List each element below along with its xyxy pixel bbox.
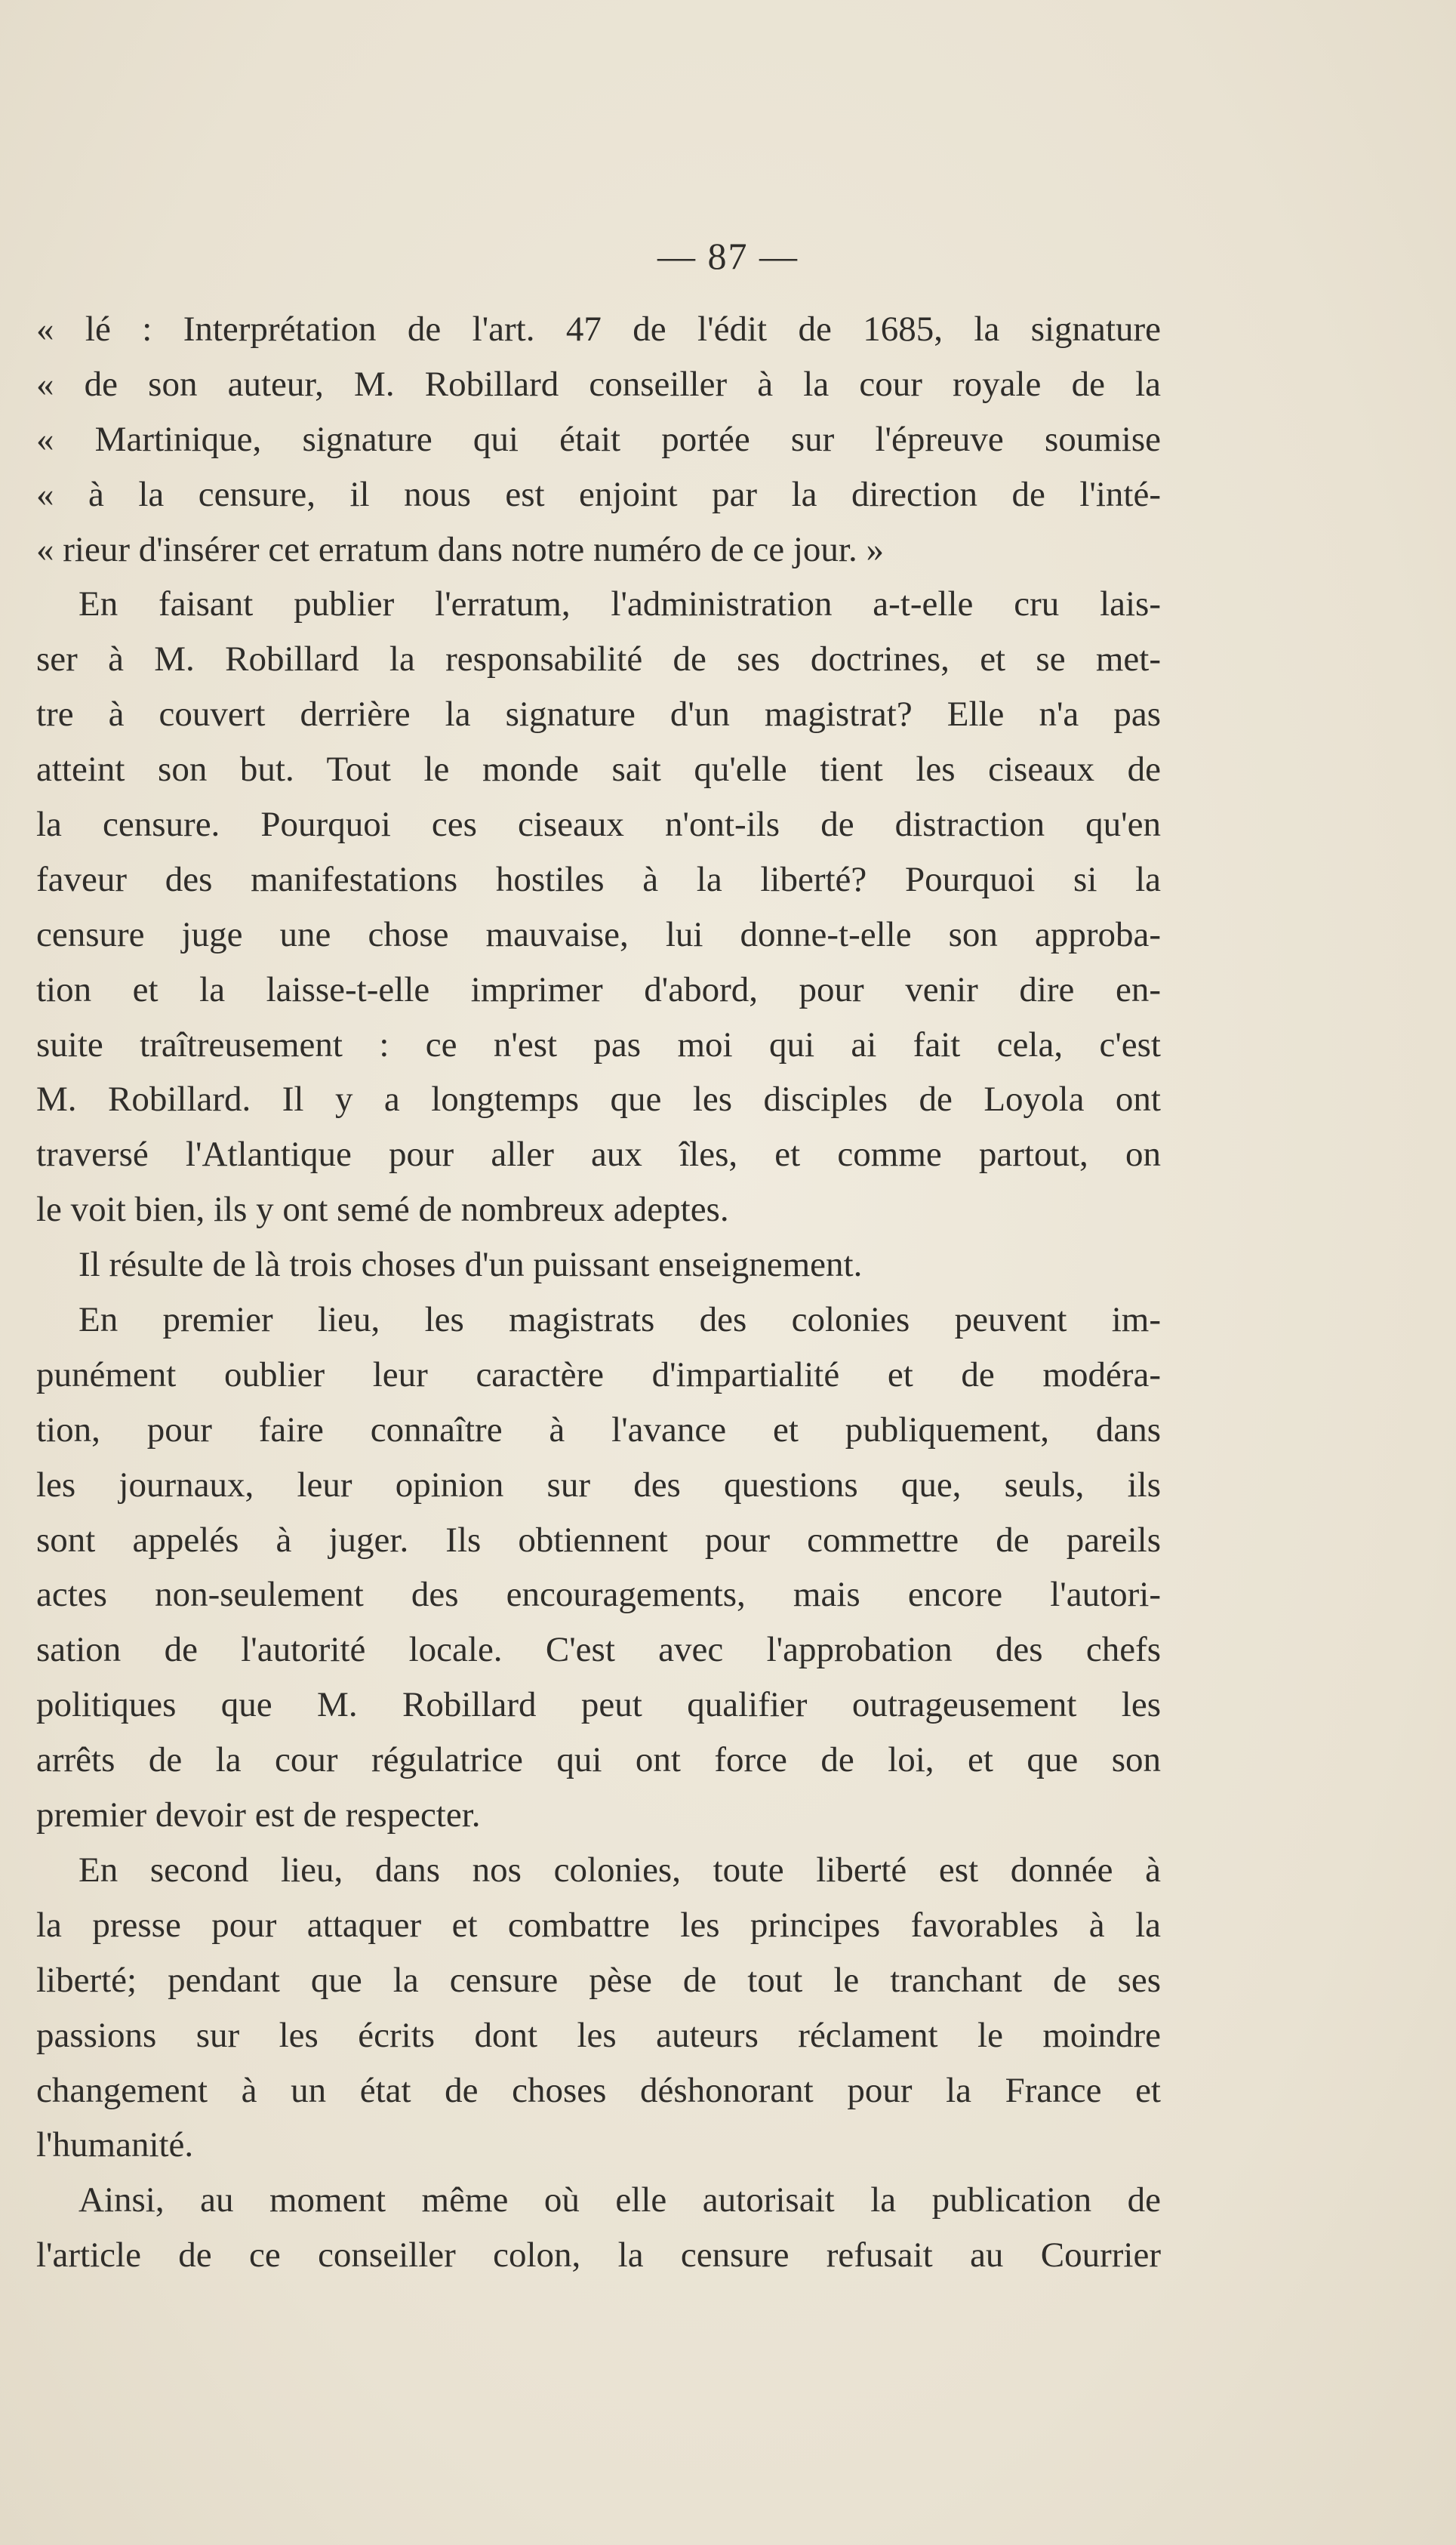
text-line: le voit bien, ils y ont semé de nombreux adeptes. [36,1190,729,1230]
text-line: l'article de ce conseiller colon, la censure refusait au Courrier [36,2235,1161,2275]
text-line: traversé l'Atlantique pour aller aux îles, et comme partout, on [36,1135,1161,1175]
text-line: tre à couvert derrière la signature d'un magistrat? Elle n'a pas [36,695,1161,735]
text-line: atteint son but. Tout le monde sait qu'elle tient les ciseaux de [36,750,1161,790]
text-line: ser à M. Robillard la responsabilité de ses doctrines, et se met- [36,639,1161,679]
text-line: politiques que M. Robillard peut qualifier outrageusement les [36,1685,1161,1725]
text-line: Ainsi, au moment même où elle autorisait la publication de [78,2180,1161,2220]
text-line: arrêts de la cour régulatrice qui ont force de loi, et que son [36,1740,1161,1780]
text-line: sont appelés à juger. Ils obtiennent pour commettre de pareils [36,1520,1161,1560]
text-line: changement à un état de choses déshonorant pour la France et [36,2070,1161,2110]
text-line: En faisant publier l'erratum, l'administration a-t-elle cru lais- [78,584,1161,624]
text-line: la presse pour attaquer et combattre les principes favorables à la [36,1905,1161,1945]
text-line: « lé : Interprétation de l'art. 47 de l'édit de 1685, la signature [36,310,1161,349]
text-line: « à la censure, il nous est enjoint par la direction de l'inté- [36,474,1161,514]
text-line: suite traîtreusement : ce n'est pas moi qui ai fait cela, c'est [36,1024,1161,1065]
text-line: En second lieu, dans nos colonies, toute liberté est donnée à [78,1850,1161,1890]
text-line: tion et la laisse-t-elle imprimer d'abord, pour venir dire en- [36,969,1161,1009]
text-line: faveur des manifestations hostiles à la liberté? Pourquoi si la [36,859,1161,899]
text-line: En premier lieu, les magistrats des colonies peuvent im- [78,1300,1161,1340]
page-number: — 87 — [657,235,799,277]
text-line: premier devoir est de respecter. [36,1795,481,1835]
text-line: les journaux, leur opinion sur des questions que, seuls, ils [36,1465,1161,1505]
text-line: la censure. Pourquoi ces ciseaux n'ont-ils de distraction qu'en [36,805,1161,845]
text-line: actes non-seulement des encouragements, mais encore l'autori- [36,1575,1161,1615]
text-line: Il résulte de là trois choses d'un puissant enseignement. [78,1245,863,1285]
text-line: punément oublier leur caractère d'impartialité et de modéra- [36,1354,1161,1394]
text-line: liberté; pendant que la censure pèse de tout le tranchant de ses [36,1960,1161,2000]
text-line: « de son auteur, M. Robillard conseiller à la cour royale de la [36,364,1161,404]
text-line: sation de l'autorité locale. C'est avec l'approbation des chefs [36,1630,1161,1670]
body-text [36,302,1161,2283]
text-line: censure juge une chose mauvaise, lui donne-t-elle son approba- [36,914,1161,954]
text-line: tion, pour faire connaître à l'avance et publiquement, dans [36,1410,1161,1450]
text-line: « rieur d'insérer cet erratum dans notre numéro de ce jour. » [36,529,884,569]
text-line: passions sur les écrits dont les auteurs réclament le moindre [36,2015,1161,2055]
text-line: l'humanité. [36,2125,194,2165]
text-line: « Martinique, signature qui était portée sur l'épreuve soumise [36,419,1161,459]
text-line: M. Robillard. Il y a longtemps que les disciples de Loyola ont [36,1080,1161,1120]
